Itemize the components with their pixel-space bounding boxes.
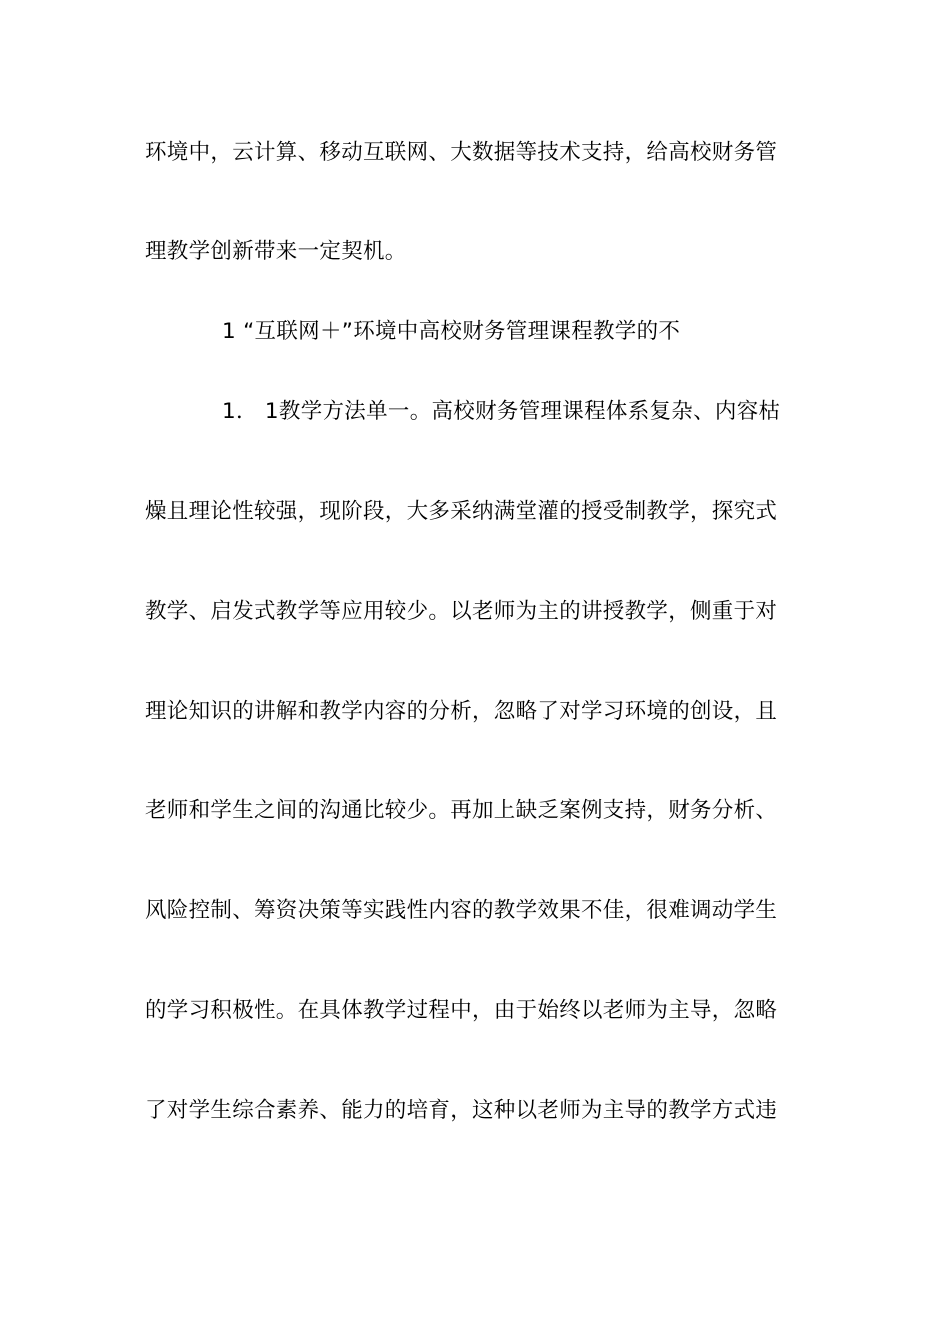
paragraph-line: 燥且理论性较强，现阶段，大多采纳满堂灌的授受制教学，探究式 [145,499,778,524]
paragraph-line: 理教学创新带来一定契机。 [145,239,407,264]
paragraph-line: 环境中，云计算、移动互联网、大数据等技术支持，给高校财务管 [145,140,778,165]
paragraph-line: 的学习积极性。在具体教学过程中，由于始终以老师为主导，忽略 [145,998,778,1023]
paragraph-line: 风险控制、筹资决策等实践性内容的教学效果不佳，很难调动学生 [145,898,778,923]
section-heading: 1 “互联网＋”环境中高校财务管理课程教学的不 [222,319,681,344]
subsection-heading-line: 1． 1教学方法单一。高校财务管理课程体系复杂、内容枯 [222,399,781,424]
paragraph-line: 了对学生综合素养、能力的培育，这种以老师为主导的教学方式违 [145,1098,778,1123]
paragraph-line: 理论知识的讲解和教学内容的分析，忽略了对学习环境的创设，且 [145,699,778,724]
paragraph-line: 教学、启发式教学等应用较少。以老师为主的讲授教学，侧重于对 [145,599,778,624]
paragraph-line: 老师和学生之间的沟通比较少。再加上缺乏案例支持，财务分析、 [145,798,778,823]
